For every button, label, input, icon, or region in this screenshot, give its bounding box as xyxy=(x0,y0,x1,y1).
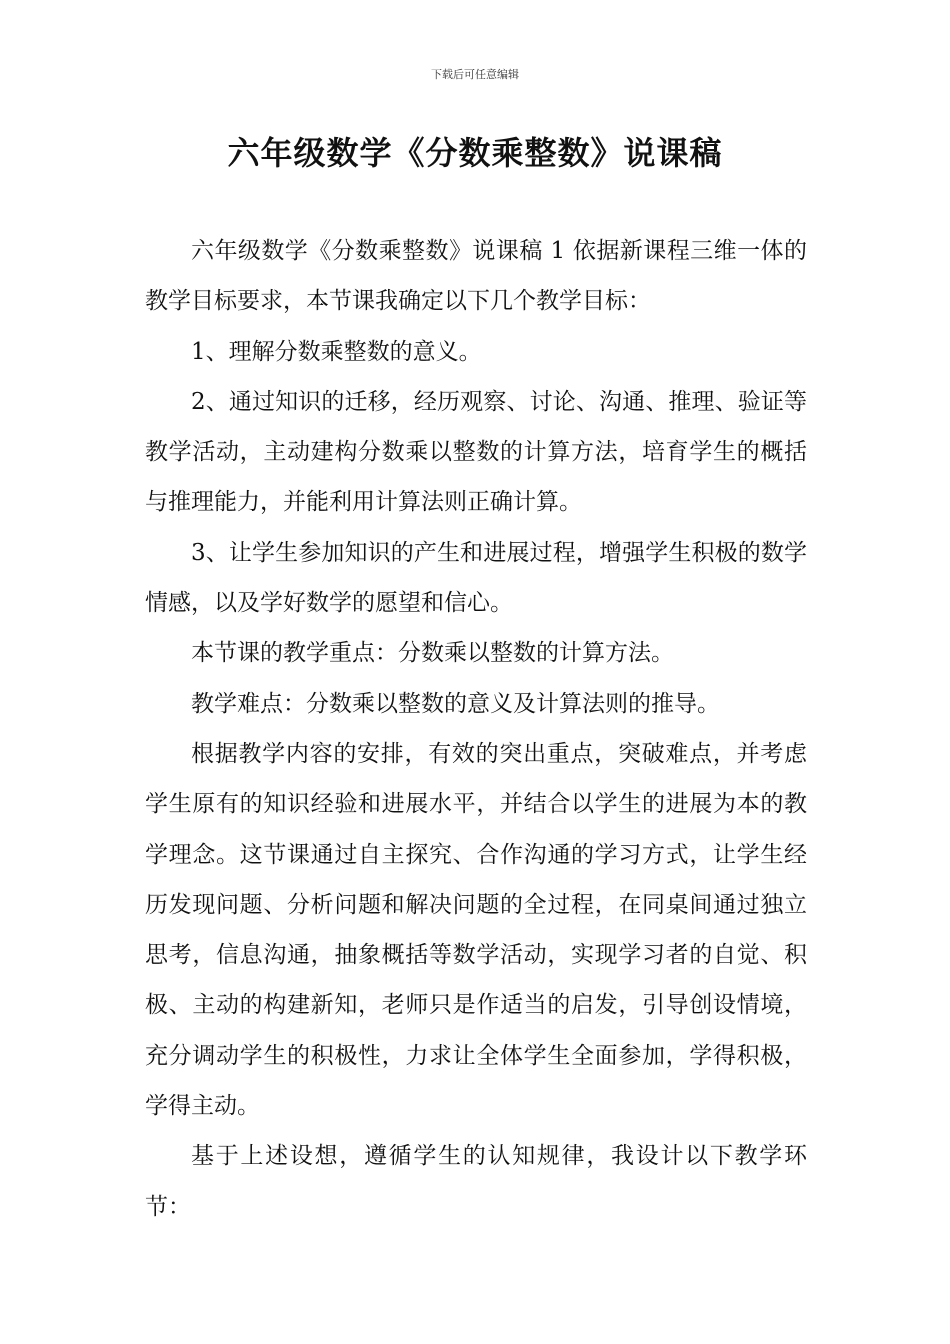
paragraph-approach: 根据教学内容的安排，有效的突出重点，突破难点，并考虑学生原有的知识经验和进展水平，并结合以学生的进展为本的教学理念。这节课通过自主探究、合作沟通的学习方式，让学生经历发现问题、分析问题和解决问题的全过程，在同桌间通过独立思考，信息沟通，抽象概括等数学活动，实现学习者的自觉、积极、主动的构建新知，老师只是作适当的启发，引导创设情境，充分调动学生的积极性，力求让全体学生全面参加，学得积极，学得主动。 xyxy=(145,740,807,1120)
paragraph-goal-3: 3、让学生参加知识的产生和进展过程，增强学生积极的数学情感，以及学好数学的愿望和信心。 xyxy=(145,539,807,617)
paragraph-goal-1: 1、理解分数乘整数的意义。 xyxy=(191,338,482,365)
page-title: 六年级数学《分数乘整数》说课稿 xyxy=(227,134,723,172)
document-body xyxy=(145,226,807,1232)
paragraph-design: 基于上述设想，遵循学生的认知规律，我设计以下教学环节： xyxy=(145,1143,807,1220)
paragraph-key-point: 本节课的教学重点：分数乘以整数的计算方法。 xyxy=(191,640,674,667)
paragraph-difficulty: 教学难点：分数乘以整数的意义及计算法则的推导。 xyxy=(191,690,720,717)
paragraph-goal-2: 2、通过知识的迁移，经历观察、讨论、沟通、推理、验证等教学活动，主动建构分数乘以整数的计算方法，培育学生的概括与推理能力，并能利用计算法则正确计算。 xyxy=(145,388,807,516)
header-note: 下载后可任意编辑 xyxy=(431,68,519,81)
paragraph-intro: 六年级数学《分数乘整数》说课稿 1 依据新课程三维一体的教学目标要求，本节课我确定以下几个教学目标： xyxy=(145,238,807,315)
